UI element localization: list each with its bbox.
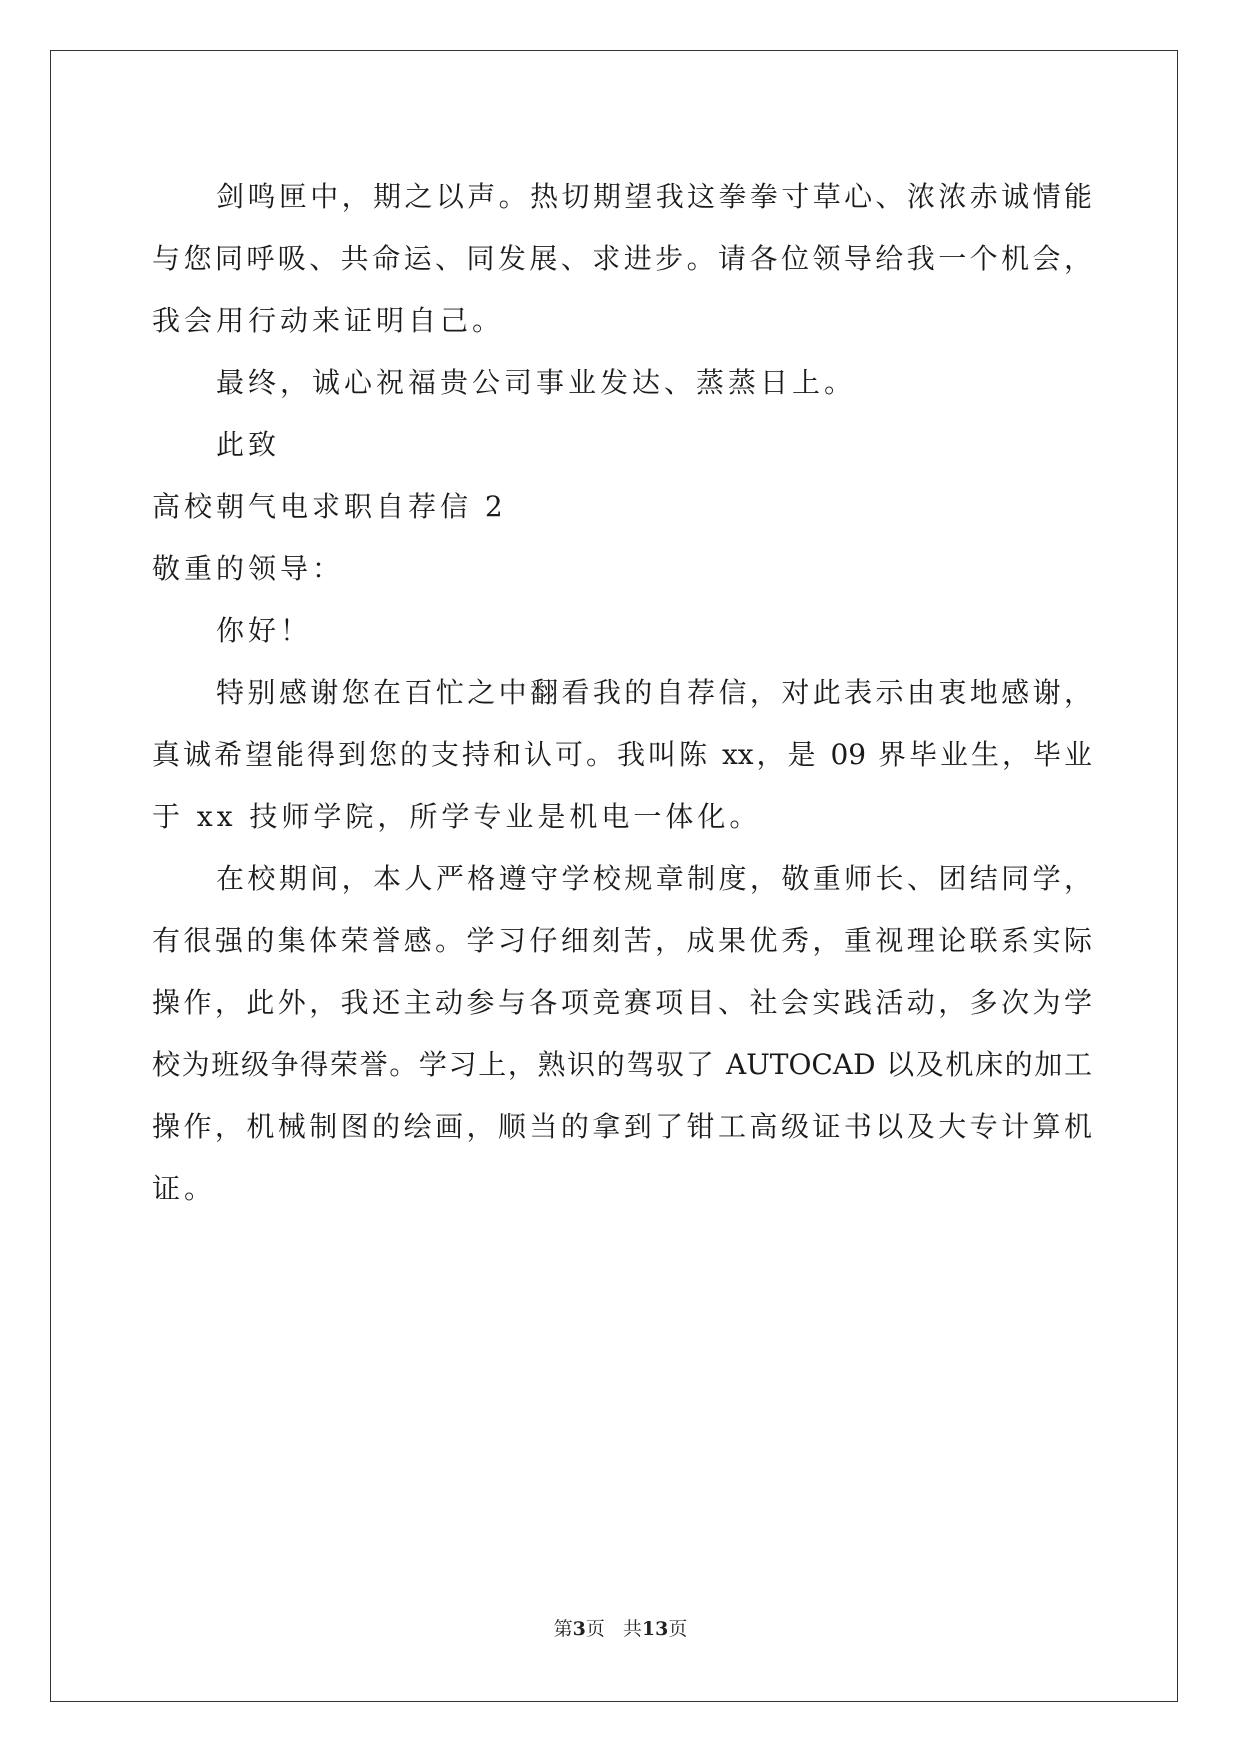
paragraph-line: 特别感谢您在百忙之中翻看我的自荐信，对此表示由衷地感谢， xyxy=(216,676,1092,709)
paragraph-line: 有很强的集体荣誉感。学习仔细刻苦，成果优秀，重视理论联系实际 xyxy=(152,924,1092,957)
paragraph-line: 在校期间，本人严格遵守学校规章制度，敬重师长、团结同学， xyxy=(216,862,1092,895)
total-pages: 13 xyxy=(641,1618,669,1640)
paragraph-line: 我会用行动来证明自己。 xyxy=(152,304,505,337)
paragraph-line: 操作，此外，我还主动参与各项竞赛项目、社会实践活动，多次为学 xyxy=(152,986,1092,1019)
page-suffix: 页 xyxy=(585,1618,605,1640)
section-title: 高校朝气电求职自荐信 2 xyxy=(152,490,507,523)
paragraph-line: 证。 xyxy=(152,1172,217,1205)
salutation: 敬重的领导： xyxy=(152,552,345,585)
closing-line: 此致 xyxy=(216,428,281,461)
greeting: 你好！ xyxy=(216,614,313,647)
paragraph-line: 最终，诚心祝福贵公司事业发达、蒸蒸日上。 xyxy=(216,366,857,399)
total-suffix: 页 xyxy=(668,1618,688,1640)
page-number: 3 xyxy=(572,1618,586,1640)
paragraph-line: 剑鸣匣中，期之以声。热切期望我这拳拳寸草心、浓浓赤诚情能 xyxy=(216,180,1092,213)
page-footer xyxy=(0,1614,1241,1641)
paragraph-line: 与您同呼吸、共命运、同发展、求进步。请各位领导给我一个机会， xyxy=(152,242,1092,275)
page-prefix: 第 xyxy=(553,1618,573,1640)
document-body xyxy=(152,166,1092,1220)
paragraph-line: 真诚希望能得到您的支持和认可。我叫陈 xx，是 09 界毕业生，毕业 xyxy=(152,738,1092,771)
paragraph-line: 操作，机械制图的绘画，顺当的拿到了钳工高级证书以及大专计算机 xyxy=(152,1110,1092,1143)
total-prefix: 共 xyxy=(622,1618,642,1640)
paragraph-line: 于 xx 技师学院，所学专业是机电一体化。 xyxy=(152,800,762,833)
paragraph-line: 校为班级争得荣誉。学习上，熟识的驾驭了 AUTOCAD 以及机床的加工 xyxy=(152,1048,1092,1081)
